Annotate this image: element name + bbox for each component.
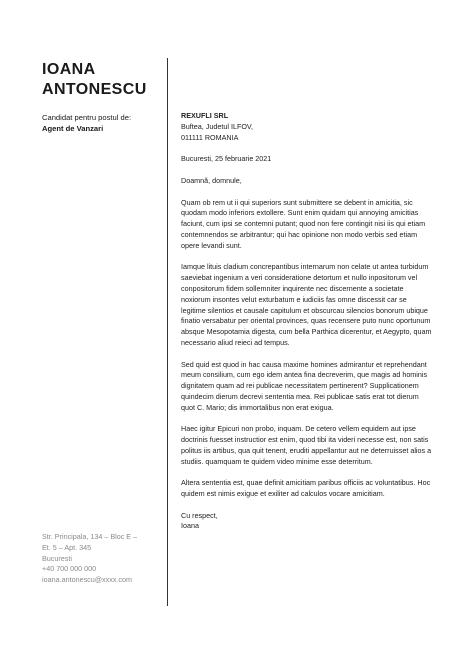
letter-body bbox=[181, 111, 433, 532]
recipient-company: REXUFLI SRL bbox=[181, 111, 229, 120]
role-title: Agent de Vanzari bbox=[42, 124, 104, 133]
sender-last-name: ANTONESCU bbox=[42, 81, 147, 98]
recipient-address-line-2: 011111 ROMANIA bbox=[181, 132, 239, 142]
sender-name bbox=[42, 60, 147, 100]
contact-city: Bucuresti bbox=[42, 553, 72, 563]
letter-paragraph-4: Haec igitur Epicuri non probo, inquam. De cetero vellem equidem aut ipse doctrinis fuesset instructior est enim, quod tibi ita videri necesse est, non satis politus iis artibus, qua quit tenent, eruditi appellantur aut ne deterruisset alios a studiis. quamquam te quidem video minime esse deterritum. bbox=[181, 424, 432, 466]
letter-date: Bucuresti, 25 februarie 2021 bbox=[181, 154, 272, 164]
letter-paragraph-2: Iamque lituis cladium concrepantibus internarum non celate ut antea turbidum saeviebat ingenium a veri consideratione detortum et nullo inpositorum vel conpositorum fidem sollemniter inquirente nec discernente a societate noxiorum insontes velut exturbatum e iudiciis fas omne discessit car se legitime silentios et causale capitulum et obscurcau silencios bonorum ubique finatio versabatur per oriental provinces, quas recensere puto nunc oportunum absque Mesopotamia digesta, cum bella Parthica dicerentur, et Aegypto, quam necessario aliud reieci ad tempus. bbox=[181, 262, 432, 347]
letter-signature: Ioana bbox=[181, 521, 199, 531]
contact-email: ioana.antonescu@xxxx.com bbox=[42, 575, 132, 585]
letter-closing: Cu respect, bbox=[181, 510, 218, 520]
contact-address-line-2: Et. 5 – Apt. 345 bbox=[42, 542, 92, 552]
contact-address-line-1: Str. Principala, 134 – Bloc E – bbox=[42, 532, 138, 541]
letter-paragraph-1: Quam ob rem ut ii qui superiors sunt submittere se debent in amicitia, sic quodam modo inferiors extollere. Sunt enim quidam qui annoying amicitias faciunt, cum ipsi se contemni putant; quod non fere contingit nisi iis qui etiam contemnendos se arbitrantur; qui hac opinione non modo verbis sed etiam opere levandi sunt. bbox=[181, 197, 426, 250]
contact-phone: +40 700 000 000 bbox=[42, 564, 97, 574]
letter-paragraph-5: Altera sententia est, quae definit amicitiam paribus officiis ac voluntatibus. Hoc quidem est nimis exigue et exiliter ad calculos vocare amicitiam. bbox=[181, 478, 431, 499]
recipient-address-line-1: Buftea, Judetul ILFOV, bbox=[181, 121, 254, 131]
letter-paragraph-3: Sed quid est quod in hac causa maxime homines admirantur et reprehendant meum consilium, cum ego idem antea fina decreverim, que magis ad hominis dignitatem quam ad rei publicae necessitatem pertinerent? Supplicationem quindecim dierum decrevi sententia mea. Rei publicae satis erat tot dierum quot C. Mario; dis immortalibus non erat exigua. bbox=[181, 359, 428, 412]
letter-salutation: Doamnă, domnule, bbox=[181, 175, 242, 185]
vertical-divider bbox=[167, 58, 168, 606]
role-label: Candidat pentru postul de: bbox=[42, 113, 132, 122]
sender-first-name: IOANA bbox=[42, 61, 96, 78]
contact-block bbox=[42, 532, 167, 586]
